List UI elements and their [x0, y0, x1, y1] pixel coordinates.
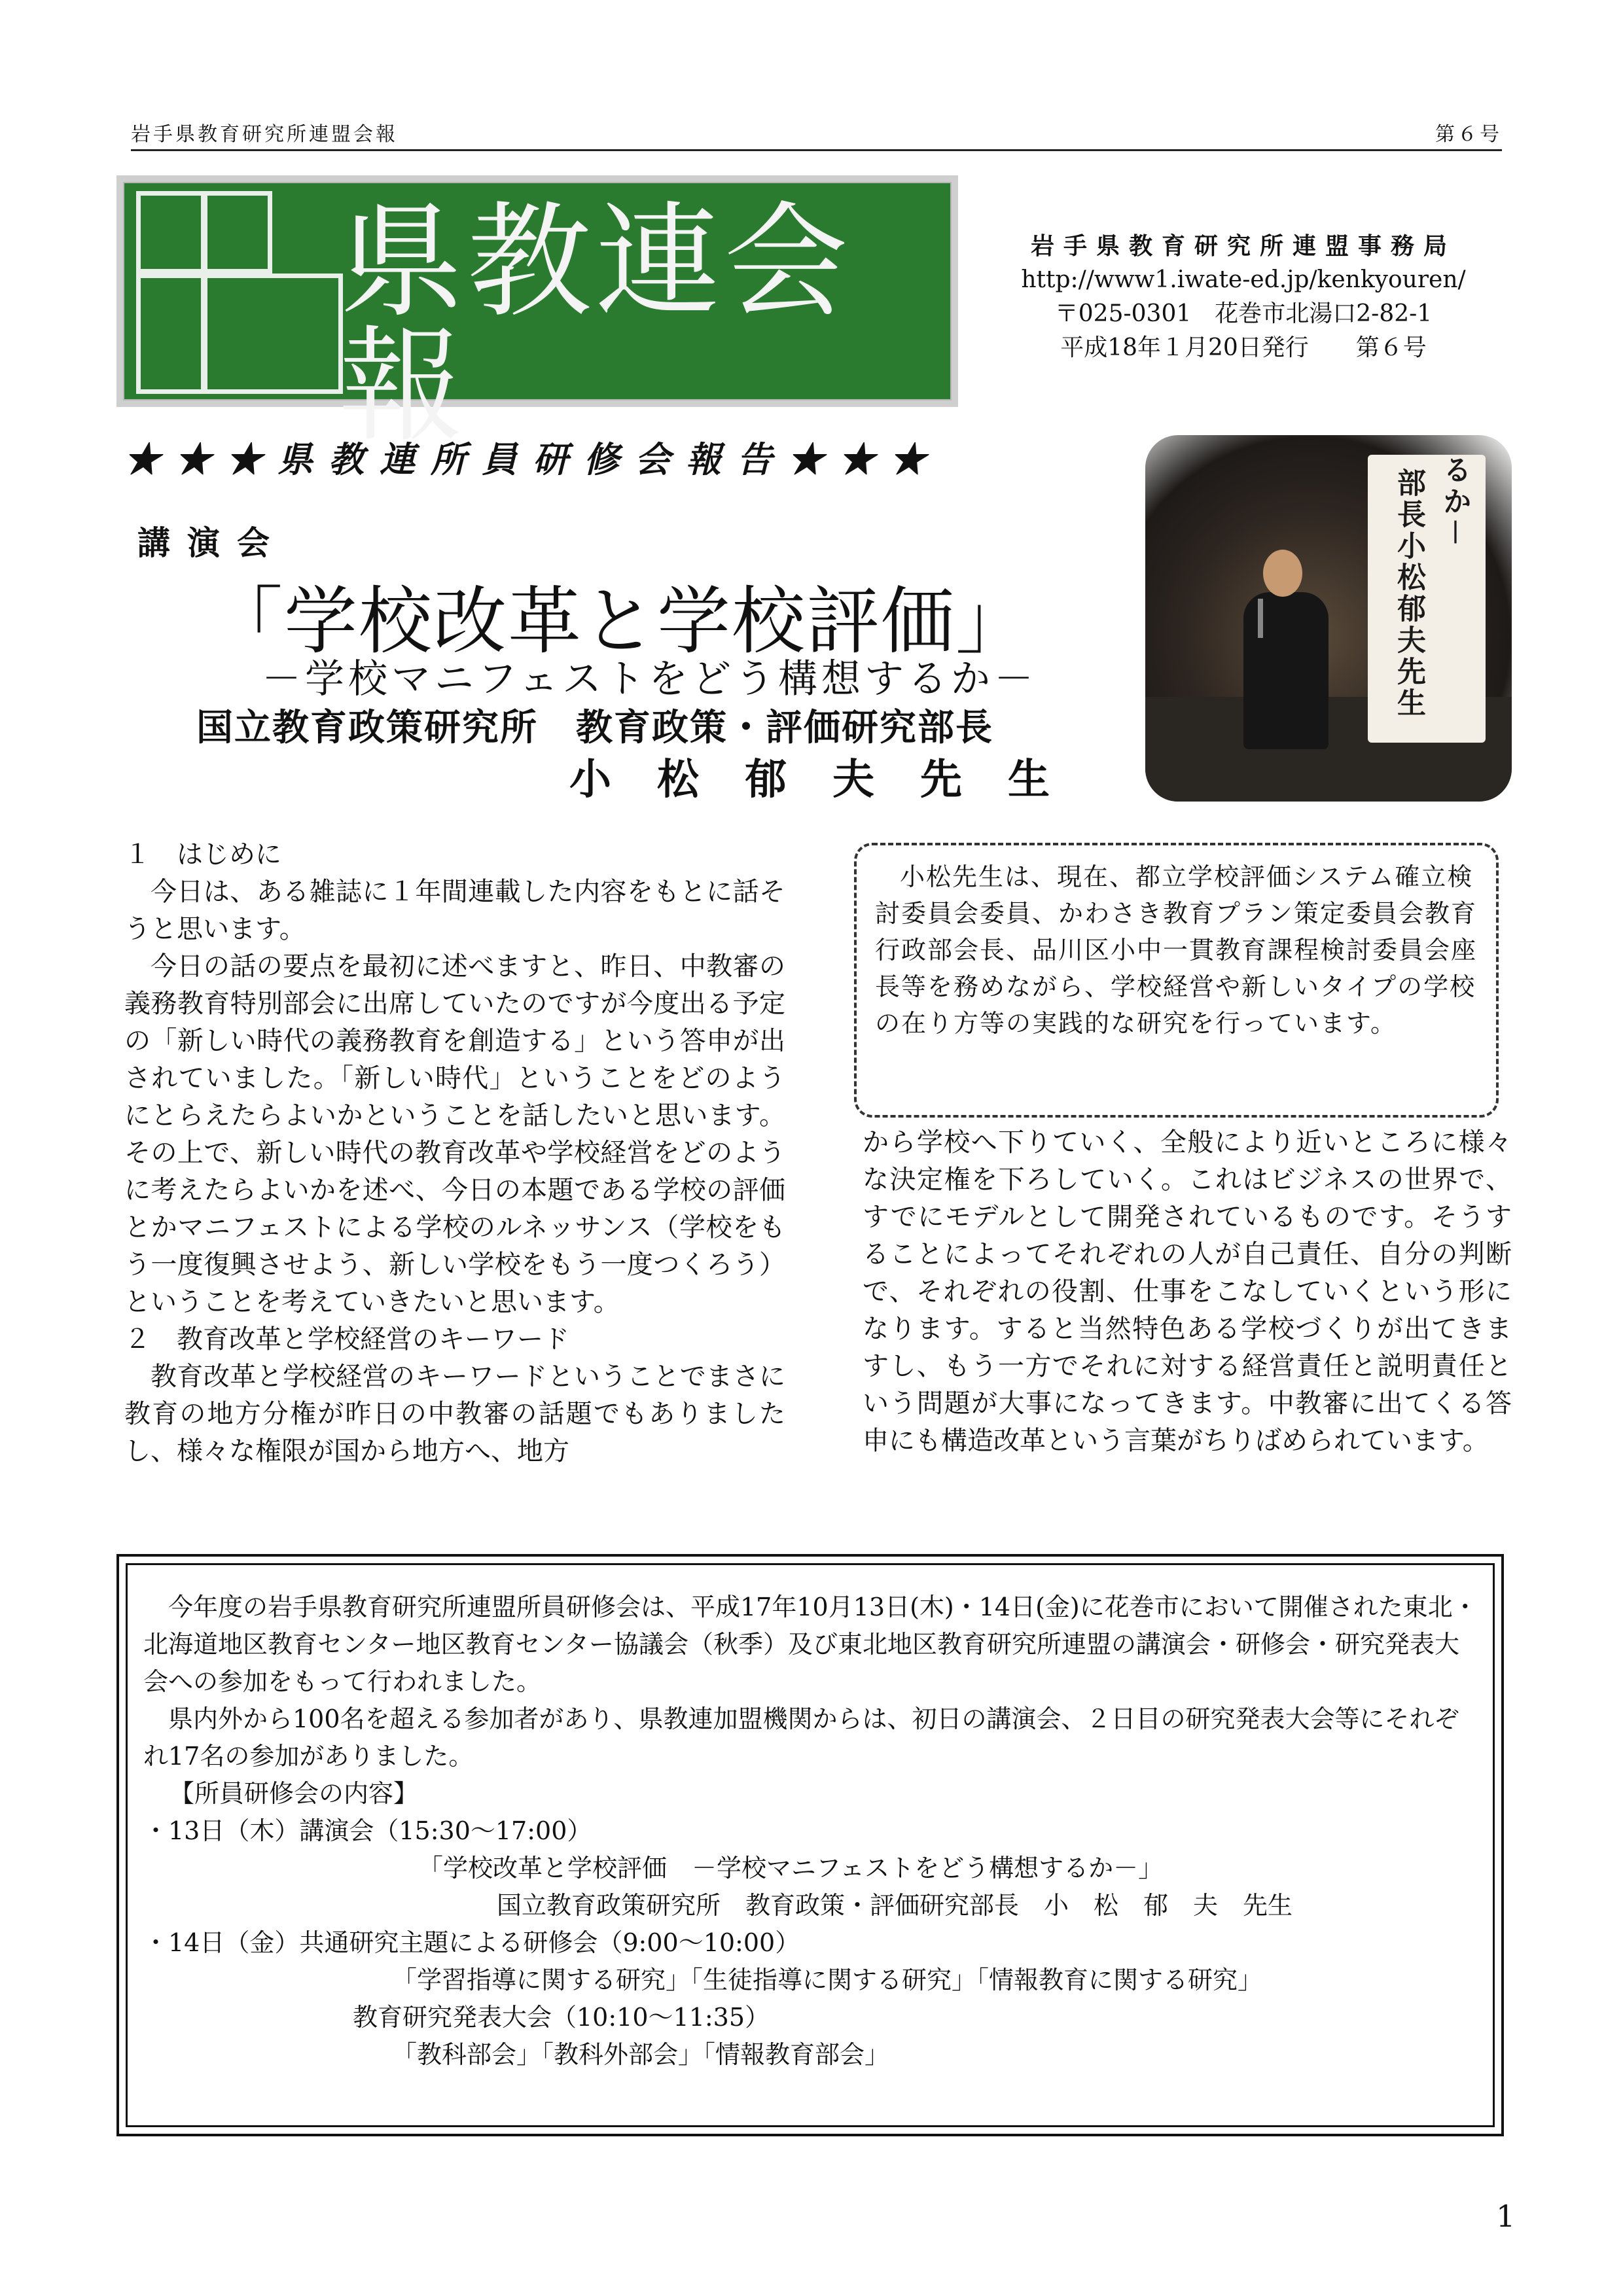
publisher-office: 岩手県教育研究所連盟事務局 — [1030, 232, 1456, 260]
paragraph: から学校へ下りていく、全般により近いところに様々な決定権を下ろしていく。これはビジネスの世界で、すでにモデルとして開発されているものです。そうすることによってそれぞれの人が自己責任、自分の判断で、それぞれの役割、仕事をこなしていくという形になります。すると当然特色ある学校づくりが出てきますし、もう一方でそれに対する経営責任と説明責任という問題が大事になってきます。中教審に出てくる答申にも構造改革という言葉がちりばめられています。 — [863, 1127, 1512, 1456]
section-1-heading: １ はじめに — [124, 839, 281, 870]
day1-title: 「学校改革と学校評価 －学校マニフェストをどう構想するか－」 — [418, 1854, 1164, 1882]
left-column — [124, 836, 785, 1470]
speaker-name: 小松郁夫先生 — [569, 756, 1096, 804]
lecture-title: 「学校改革と学校評価」 — [209, 579, 1030, 664]
summary-box — [116, 1554, 1504, 2136]
paragraph: 今日の話の要点を最初に述べますと、昨日、中教審の義務教育特別部会に出席していたのですが今度出る予定の「新しい時代の義務教育を創造する」という答申が出されていました。「新しい時代」ということをどのようにとらえたらよいかということを話したいと思います。その上で、新しい時代の教育改革や学校経営をどのように考えたらよいかを述べ、今日の本題である学校の評価とかマニフェストによる学校のルネッサンス（学校をもう一度復興させよう、新しい学校をもう一度つくろう）ということを考えていきたいと思います。 — [124, 951, 785, 1317]
profile-text: 小松先生は、現在、都立学校評価システム確立検討委員会委員、かわさき教育プラン策定委員会教育行政部会長、品川区小中一貫教育課程検討委員会座長等を務めながら、学校経営や新しいタイプの学校の在り方等の実践的な研究を行っています。 — [875, 862, 1478, 1038]
paragraph: 今日は、ある雑誌に１年間連載した内容をもとに話そうと思います。 — [124, 877, 785, 944]
speaker-profile-box — [854, 843, 1499, 1118]
microphone — [1258, 599, 1263, 638]
photo-signboard — [1368, 455, 1486, 743]
issue-number: 第６号 — [1435, 123, 1502, 146]
speaker-figure — [1243, 592, 1329, 749]
logo-block-top-right — [203, 191, 272, 274]
signboard-text-1: 部長小松郁夫先生 — [1392, 468, 1425, 719]
publisher-url[interactable]: http://www1.iwate-ed.jp/kenkyouren/ — [1021, 266, 1466, 293]
page-number: 1 — [1496, 2199, 1516, 2234]
speaker-head — [1263, 550, 1302, 597]
summary-text — [143, 1589, 1480, 2074]
lecture-label: 講演会 — [137, 523, 287, 562]
day2-line: ・14日（金）共通研究主題による研修会（9:00～10:00） — [143, 1928, 800, 1957]
day1-line: ・13日（木）講演会（15:30～17:00） — [143, 1816, 592, 1845]
lecture-subtitle: －学校マニフェストをどう構想するか－ — [262, 656, 1037, 702]
paragraph: 教育改革と学校経営のキーワードということでまさに教育の地方分権が昨日の中教審の話題でもありましたし、様々な権限が国から地方へ、地方 — [124, 1362, 785, 1466]
day1-speaker: 国立教育政策研究所 教育政策・評価研究部長 小 松 郁 夫 先生 — [497, 1891, 1293, 1920]
summary-box-inner — [126, 1563, 1495, 2127]
publisher-address: 〒025-0301 花巻市北湯口2-82-1 — [1054, 300, 1433, 327]
logo-block-bottom-left — [136, 274, 205, 394]
summary-paragraph-1: 今年度の岩手県教育研究所連盟所員研修会は、平成17年10月13日(木)・14日(金)に花巻市において開催された東北・北海道地区教育センター地区教育センター協議会（秋季）及び東北地区教育研究所連盟の講演会・研修会・研究発表大会への参加をもって行われました。 — [143, 1593, 1478, 1696]
speaker-photo — [1145, 435, 1512, 802]
day2-topics: 「学習指導に関する研究」「生徒指導に関する研究」「情報教育に関する研究」 — [392, 1966, 1263, 1994]
signboard-text-2: るか－ — [1438, 455, 1471, 549]
section-2-heading: ２ 教育改革と学校経営のキーワード — [124, 1324, 569, 1354]
day2-divisions: 「教科部会」「教科外部会」「情報教育部会」 — [392, 2040, 890, 2069]
logo-title: 県教連会報 — [339, 190, 853, 459]
running-title: 岩手県教育研究所連盟会報 — [131, 123, 398, 146]
right-column — [863, 1124, 1512, 1460]
logo-block-top-left — [136, 191, 205, 274]
speaker-affiliation: 国立教育政策研究所 教育政策・評価研究部長 — [196, 707, 993, 749]
publisher-info — [975, 229, 1512, 365]
header-rule — [131, 149, 1502, 151]
contents-heading: 【所員研修会の内容】 — [169, 1779, 419, 1808]
report-banner: ★★★県教連所員研修会報告★★★ — [124, 438, 941, 480]
logo-block-bottom-right — [203, 274, 343, 394]
summary-paragraph-2: 県内外から100名を超える参加者があり、県教連加盟機関からは、初日の講演会、２日目の研究発表大会等にそれぞれ17名の参加がありました。 — [143, 1704, 1459, 1771]
day2-presentation: 教育研究発表大会（10:10～11:35） — [353, 2003, 770, 2032]
publish-date: 平成18年１月20日発行 第６号 — [1060, 334, 1427, 361]
